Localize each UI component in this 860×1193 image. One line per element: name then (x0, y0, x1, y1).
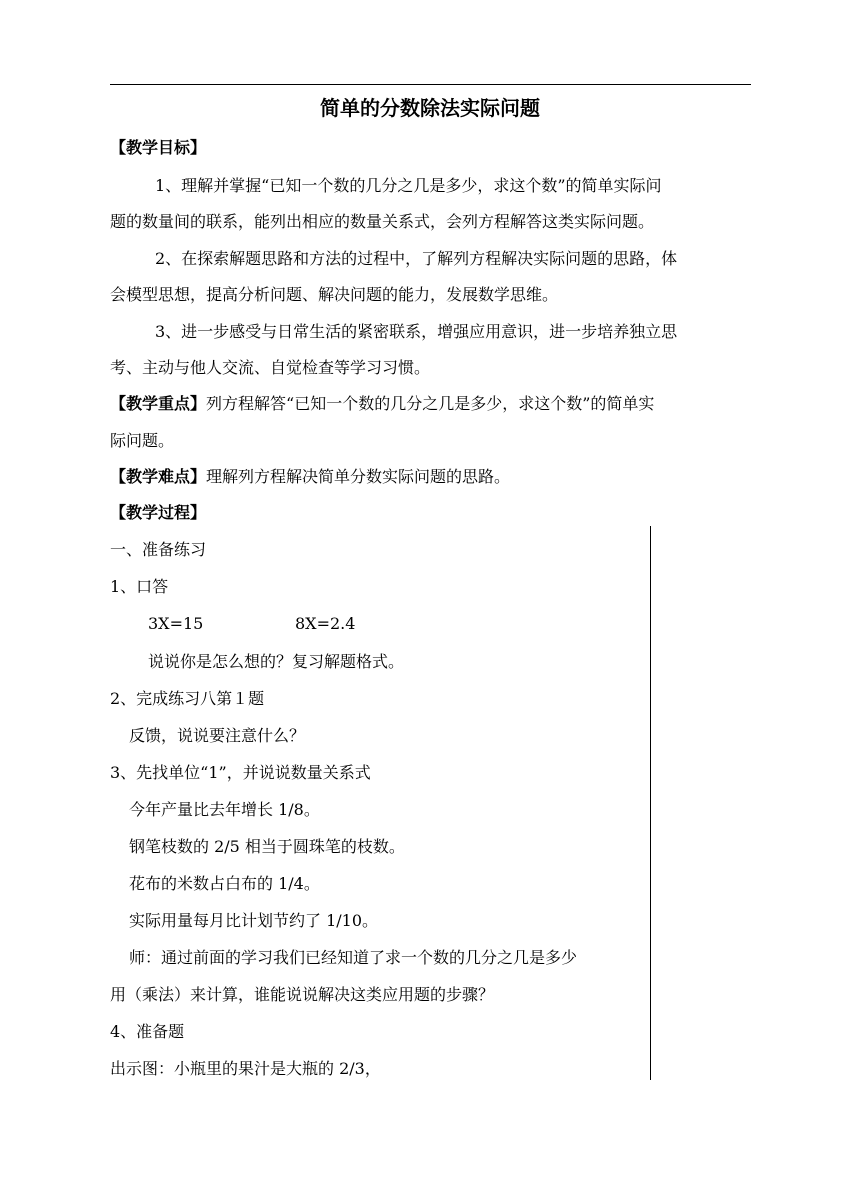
section-1: 一、准备练习 (110, 540, 207, 559)
item-3-a: 今年产量比去年增长 1/8。 (129, 800, 320, 819)
difficulty-heading: 【教学难点】 (110, 467, 207, 486)
item-2-note: 反馈，说说要注意什么？ (129, 726, 306, 745)
goal-2-line-1: 2、在探索解题思路和方法的过程中，了解列方程解决实际问题的思路，体 (155, 249, 678, 268)
item-2: 2、完成练习八第１题 (110, 689, 265, 708)
item-4: 4、准备题 (110, 1022, 185, 1041)
header-rule (110, 84, 751, 85)
equation-1: 3X=15 (148, 614, 204, 633)
difficulty-line (110, 467, 510, 487)
goals-heading: 【教学目标】 (110, 138, 207, 157)
item-1-note: 说说你是怎么想的？复习解题格式。 (148, 652, 405, 671)
goal-1-line-1: 1、理解并掌握“已知一个数的几分之几是多少，求这个数”的简单实际问 (155, 176, 662, 195)
item-3-b: 钢笔枝数的 2/5 相当于圆珠笔的枝数。 (129, 837, 405, 856)
teacher-line-1: 师：通过前面的学习我们已经知道了求一个数的几分之几是多少 (129, 948, 578, 967)
goal-3-line-2: 考、主动与他人交流、自觉检查等学习习惯。 (110, 358, 431, 377)
item-4-text: 出示图：小瓶里的果汁是大瓶的 2/3， (110, 1059, 381, 1078)
teacher-line-2: 用（乘法）来计算，谁能说说解决这类应用题的步骤？ (110, 985, 495, 1004)
margin-line (650, 526, 651, 1080)
focus-line-1 (110, 394, 654, 414)
item-1: 1、口答 (110, 577, 169, 596)
goal-3-line-1: 3、进一步感受与日常生活的紧密联系，增强应用意识，进一步培养独立思 (155, 322, 678, 341)
focus-heading: 【教学重点】 (110, 394, 207, 413)
difficulty-text: 理解列方程解决简单分数实际问题的思路。 (206, 467, 511, 486)
item-3: 3、先找单位“1”，并说说数量关系式 (110, 763, 371, 782)
goal-1-line-2: 题的数量间的联系，能列出相应的数量关系式，会列方程解答这类实际问题。 (110, 212, 655, 231)
item-3-c: 花布的米数占白布的 1/4。 (129, 874, 320, 893)
item-3-d: 实际用量每月比计划节约了 1/10。 (129, 911, 379, 930)
equation-2: 8X=2.4 (295, 614, 356, 633)
goal-2-line-2: 会模型思想，提高分析问题、解决问题的能力，发展数学思维。 (110, 285, 559, 304)
page-title: 简单的分数除法实际问题 (320, 96, 540, 120)
process-heading: 【教学过程】 (110, 503, 207, 522)
focus-line-2: 际问题。 (110, 431, 175, 450)
focus-text: 列方程解答“已知一个数的几分之几是多少，求这个数”的简单实 (206, 394, 655, 413)
